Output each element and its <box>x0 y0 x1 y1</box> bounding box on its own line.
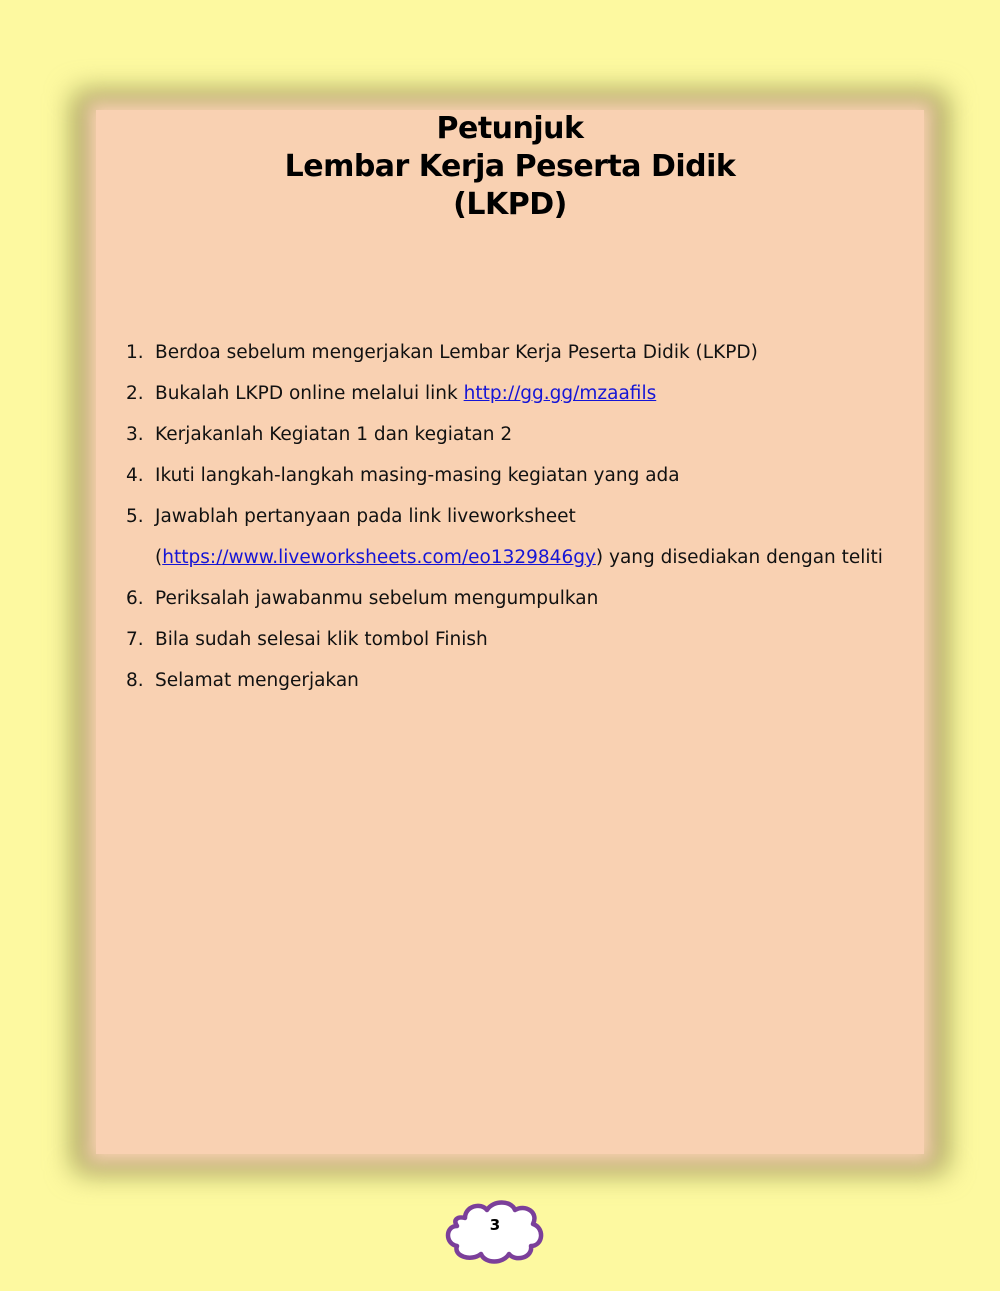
open-paren: ( <box>155 547 163 568</box>
title-line-2: Lembar Kerja Peserta Didik <box>284 149 736 184</box>
list-item-number: 6. <box>126 588 144 609</box>
list-item-line-1: Jawablah pertanyaan pada link liveworksheet <box>155 506 576 527</box>
list-item-text <box>155 496 916 578</box>
list-item <box>126 578 916 619</box>
list-item <box>126 373 916 414</box>
list-item-text: Ikuti langkah-langkah masing-masing kegiatan yang ada <box>155 465 680 486</box>
page-number: 3 <box>489 1216 501 1234</box>
list-item-text: Periksalah jawabanmu sebelum mengumpulkan <box>155 588 599 609</box>
page-title <box>96 110 924 224</box>
list-item <box>126 619 916 660</box>
title-line-1: Petunjuk <box>436 111 584 146</box>
list-item-text: Bila sudah selesai klik tombol Finish <box>155 629 488 650</box>
lkpd-online-link[interactable]: http://gg.gg/mzaafils <box>463 383 657 404</box>
page-number-badge <box>443 1196 547 1266</box>
list-item <box>126 455 916 496</box>
liveworksheet-link[interactable]: https://www.liveworksheets.com/eo1329846gy <box>162 547 596 568</box>
list-item-number: 7. <box>126 629 144 650</box>
list-item-number: 1. <box>126 342 144 363</box>
instruction-list <box>126 332 916 701</box>
title-line-3: (LKPD) <box>453 187 567 222</box>
list-item-text: Berdoa sebelum mengerjakan Lembar Kerja Peserta Didik (LKPD) <box>155 342 758 363</box>
list-item-number: 2. <box>126 383 144 404</box>
list-item <box>126 414 916 455</box>
list-item-suffix: ) yang disediakan dengan teliti <box>595 547 883 568</box>
list-item-text: Kerjakanlah Kegiatan 1 dan kegiatan 2 <box>155 424 513 445</box>
list-item-number: 5. <box>126 506 144 527</box>
list-item-line-2 <box>155 537 916 578</box>
instruction-panel <box>96 110 924 1154</box>
list-item-number: 8. <box>126 670 144 691</box>
list-item <box>126 332 916 373</box>
list-item-number: 3. <box>126 424 144 445</box>
list-item-prefix: Bukalah LKPD online melalui link <box>155 383 464 404</box>
list-item-text: Selamat mengerjakan <box>155 670 359 691</box>
list-item <box>126 496 916 578</box>
list-item-text <box>155 373 916 414</box>
list-item <box>126 660 916 701</box>
list-item-number: 4. <box>126 465 144 486</box>
